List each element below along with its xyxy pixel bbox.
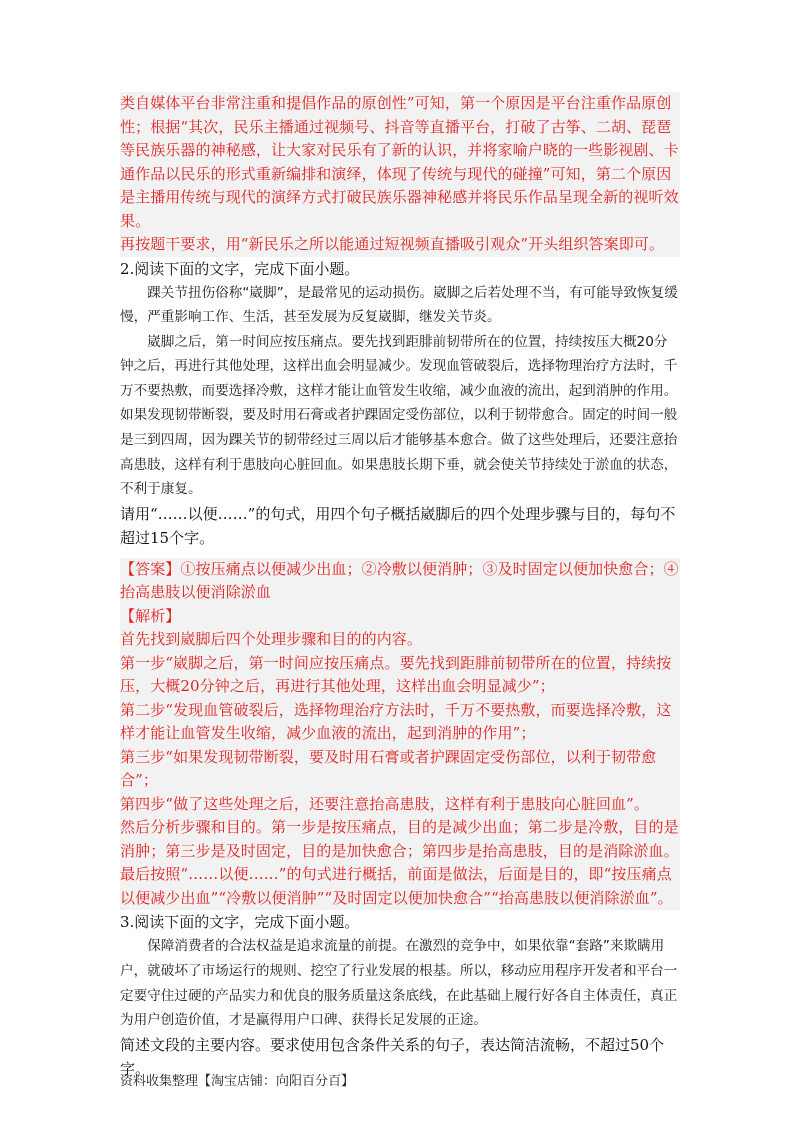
answer-block: [120, 558, 680, 911]
analysis-label: 【解析】: [120, 606, 181, 625]
answer-text: 【答案】①按压痛点以便减少出血；②冷敷以便消肿；③及时固定以便加快愈合；④抬高患肢以便消除淤血: [120, 559, 679, 602]
analysis-paragraph: 第一步“崴脚之后，第一时间应按压痛点。要先找到距腓前韧带所在的位置，持续按压，大概20分钟之后，再进行其他处理，这样出血会明显减少”；: [120, 653, 672, 696]
question-3-task: 简述文段的主要内容。要求使用包含条件关系的句子，表达简洁流畅，不超过50个字。: [120, 1035, 665, 1078]
analysis-paragraph: 然后分析步骤和目的。第一步是按压痛点，目的是减少出血；第二步是冷敷，目的是消肿；第三步是及时固定，目的是加快愈合；第四步是抬高患肢，目的是消除淤血。最后按照“……以便……”的句式进行概括，前面是做法，后面是目的，即“按压痛点以便减少出血”“冷敷以便消肿”“及时固定以便加快愈合”“抬高患肢以便消除淤血”。: [120, 818, 679, 907]
analysis-paragraph: 再按题干要求，用“新民乐之所以能通过短视频直播吸引观众”开头组织答案即可。: [120, 235, 665, 253]
passage-paragraph: 保障消费者的合法权益是追求流量的前提。在激烈的竞争中，如果依靠“套路”来欺瞒用户，就破坏了市场运行的规则、挖空了行业发展的根基。所以，移动应用程序开发者和平台一定要守住过硬的产品实力和优良的服务质量这条底线，在此基础上履行好各自主体责任，真正为用户创造价值，才是赢得用户口碑、获得长足发展的正途。: [120, 938, 678, 1029]
analysis-paragraph: 第二步“发现血管破裂后，选择物理治疗方法时，千万不要热敷，而要选择冷敷，这样才能让血管发生收缩，减少血液的流出，起到消肿的作用”；: [120, 700, 672, 743]
footer-source: 资料收集整理【淘宝店铺：向阳百分百】: [120, 1074, 355, 1089]
passage-paragraph: 踝关节扭伤俗称“崴脚”，是最常见的运动损伤。崴脚之后若处理不当，有可能导致恢复缓慢，严重影响工作、生活，甚至发展为反复崴脚，继发关节炎。: [120, 284, 678, 326]
analysis-paragraph: 首先找到崴脚后四个处理步骤和目的的内容。: [120, 630, 423, 649]
analysis-paragraph: 第三步“如果发现韧带断裂，要及时用石膏或者护踝固定受伤部位，以利于韧带愈合”；: [120, 747, 657, 790]
question-3-title: 3.阅读下面的文字，完成下面小题。: [120, 913, 360, 932]
analysis-paragraph: 第四步“做了这些处理之后，还要注意抬高患肢，这样有利于患肢向心脏回血”。: [120, 794, 649, 813]
passage-paragraph: 崴脚之后，第一时间应按压痛点。要先找到距腓前韧带所在的位置，持续按压大概20分钟之后，再进行其他处理，这样出血会明显减少。发现血管破裂后，选择物理治疗方法时，千万不要热敷，而要选择冷敷，这样才能让血管发生收缩，减少血液的流出，起到消肿的作用。如果发现韧带断裂，要及时用石膏或者护踝固定受伤部位，以利于韧带愈合。固定的时间一般是三到四周，因为踝关节的韧带经过三周以后才能够基本愈合。做了这些处理后，还要注意抬高患肢，这样有利于患肢向心脏回血。如果患肢长期下垂，就会使关节持续处于淤血的状态，不利于康复。: [120, 333, 678, 498]
document-page: [120, 92, 680, 1081]
analysis-paragraph: 类自媒体平台非常注重和提倡作品的原创性”可知，第一个原因是平台注重作品原创性；根据“其次，民乐主播通过视频号、抖音等直播平台，打破了古筝、二胡、琵琶等民族乐器的神秘感，让大家对民乐有了新的认识，并将家喻户晓的一些影视剧、卡通作品以民乐的形式重新编排和演绎，体现了传统与现代的碰撞”可知，第二个原因是主播用传统与现代的演绎方式打破民族乐器神秘感并将民乐作品呈现全新的视听效果。: [120, 94, 679, 230]
question-2-task: 请用“……以便……”的句式，用四个句子概括崴脚后的四个处理步骤与目的，每句不超过15个字。: [120, 504, 676, 547]
analysis-continuation: [120, 92, 680, 257]
question-2-title: 2.阅读下面的文字，完成下面小题。: [120, 259, 360, 278]
